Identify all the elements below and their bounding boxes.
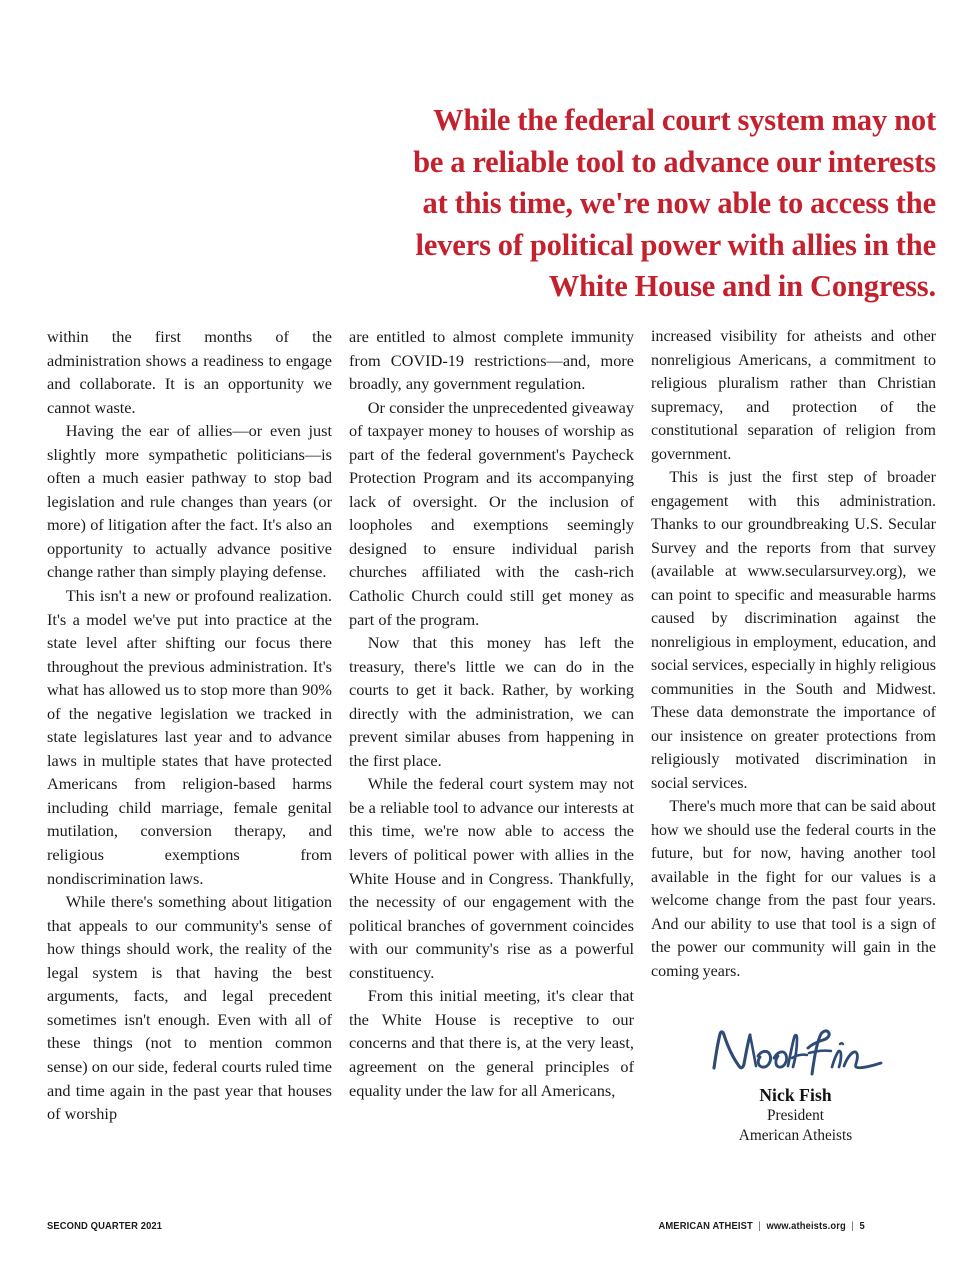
pull-quote — [47, 100, 936, 308]
footer-publication-name: AMERICAN ATHEIST — [658, 1221, 753, 1232]
signature-organization: American Atheists — [738, 1127, 853, 1144]
footer-separator: | — [851, 1221, 854, 1232]
paragraph: increased visibility for atheists and other nonreligious Americans, a commitment to religious pluralism rather than Christian supremacy, and protection of the constitutional separation of religion from government. — [651, 328, 936, 463]
paragraph: Having the ear of allies—or even just slightly more sympathetic politicians—is often a much easier pathway to stop bad legislation and rule changes than years (or more) of litigation after the fact. It's also an opportunity to actually advance positive change rather than simply playing defense. — [47, 421, 332, 582]
signature-block — [653, 1022, 938, 1146]
pull-quote-line-5: White House and in Congress. — [548, 269, 936, 303]
footer-page-number: 5 — [859, 1221, 865, 1232]
footer-issue: SECOND QUARTER 2021 — [47, 1221, 163, 1232]
paragraph: Or consider the unprecedented giveaway of taxpayer money to houses of worship as part of the federal government's Paycheck Protection Program and its accompanying lack of oversight. Or the inclusion of loopholes and exemptions seemingly designed to ensure individual parish churches affiliated with the cash-rich Catholic Church could still get money as part of the program. — [349, 397, 634, 629]
paragraph: There's much more that can be said about how we should use the federal courts in the future, but for now, having another tool available in the fight for our values is a welcome change from the past four years. And our ability to use that tool is a sign of the power our community will gain in the coming years. — [651, 798, 936, 980]
handwritten-signature-icon — [696, 1022, 896, 1080]
paragraph: Now that this money has left the treasury, there's little we can do in the courts to get it back. Rather, by working directly with the administration, we can prevent similar abuses from happening in the first place. — [349, 633, 634, 770]
paragraph: While the federal court system may not be a reliable tool to advance our interests at this time, we're now able to access the levers of political power with allies in the White House and in Congress. Thankfully, the necessity of our engagement with the political branches of government coincides with our community's rise as a powerful constituency. — [349, 774, 634, 982]
page-footer — [47, 1221, 865, 1232]
paragraph: While there's something about litigation that appeals to our community's sense of how things should work, the reality of the legal system is that having the best arguments, facts, and legal precedent sometimes isn't enough. Even with all of these things (not to mention common sense) on our side, federal courts ruled time and time again in the past year that houses of worship — [47, 892, 332, 1124]
footer-website[interactable]: www.atheists.org — [766, 1221, 846, 1232]
text-column-1 — [47, 325, 332, 1155]
paragraph: within the first months of the administration shows a readiness to engage and collaborate. It is an opportunity we cannot waste. — [47, 327, 332, 417]
paragraph: This is just the first step of broader engagement with this administration. Thanks to our groundbreaking U.S. Secular Survey and the reports from that survey (available at www.secularsurvey.org), we can point to specific and measurable harms caused by discrimination against the nonreligious in employment, education, and social services, especially in highly religious communities in the South and Midwest. These data demonstrate the importance of our insistence on greater protections from religiously motivated discrimination in social services. — [651, 469, 936, 792]
signature-role: President — [767, 1107, 824, 1124]
footer-separator: | — [758, 1221, 761, 1232]
paragraph: are entitled to almost complete immunity from COVID-19 restrictions—and, more broadly, any government regulation. — [349, 327, 634, 394]
pull-quote-line-4: levers of political power with allies in the — [415, 227, 936, 262]
pull-quote-line-3: at this time, we're now able to access the — [422, 186, 936, 220]
text-column-2 — [349, 325, 634, 1155]
pull-quote-line-1: While the federal court system may not — [433, 103, 936, 137]
pull-quote-line-2: be a reliable tool to advance our interests — [413, 144, 936, 179]
paragraph: This isn't a new or profound realization. It's a model we've put into practice at the state level after shifting our focus there throughout the previous administration. It's what has allowed us to stop more than 90% of the negative legislation we tracked in state legislatures last year and to advance laws in multiple states that have protected Americans from religion-based harms including child marriage, female genital mutilation, conversion therapy, and religious exemptions from nondiscrimination laws. — [47, 586, 332, 888]
footer-publication-info — [658, 1221, 864, 1232]
signature-name: Nick Fish — [759, 1085, 832, 1105]
paragraph: From this initial meeting, it's clear that the White House is receptive to our concerns and that there is, at the very least, agreement on the general principles of equality under the law for all Americans, — [349, 986, 634, 1100]
